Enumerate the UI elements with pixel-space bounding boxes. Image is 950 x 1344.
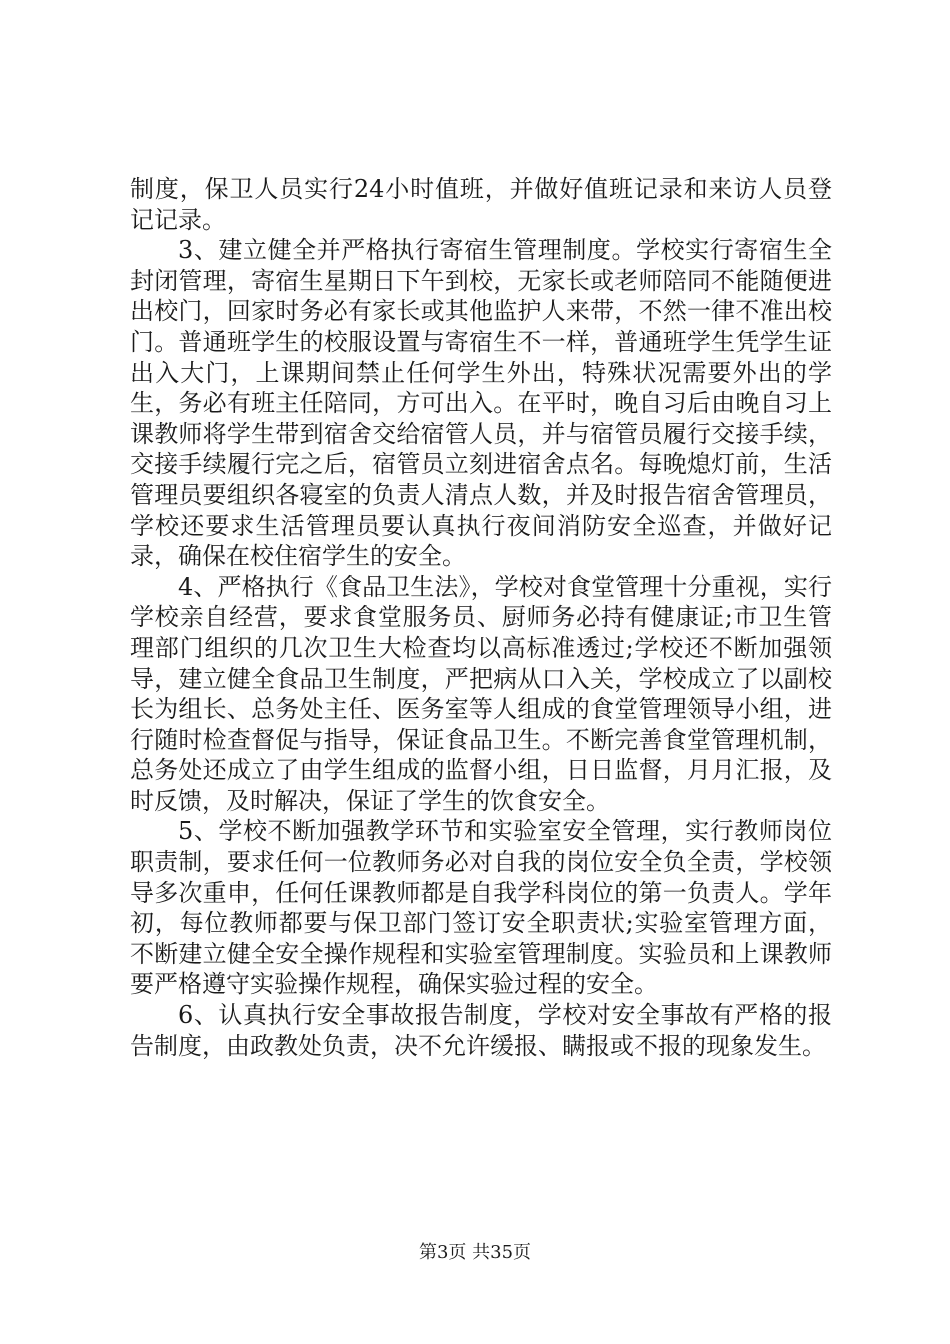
page-number-label: 第3页 共35页 <box>418 1242 532 1263</box>
paragraph-item-5: 5、学校不断加强教学环节和实验室安全管理，实行教师岗位职责制，要求任何一位教师务必对自我的岗位安全负全责，学校领导多次重申，任何任课教师都是自我学科岗位的第一负责人。学年初，每位教师都要与保卫部门签订安全职责状;实验室管理方面，不断建立健全安全操作规程和实验室管理制度。实验员和上课教师要严格遵守实验操作规程，确保实验过程的安全。 <box>130 817 832 999</box>
paragraph-item-4: 4、严格执行《食品卫生法》，学校对食堂管理十分重视，实行学校亲自经营，要求食堂服务员、厨师务必持有健康证;市卫生管理部门组织的几次卫生大检查均以高标准透过;学校还不断加强领导，建立健全食品卫生制度，严把病从口入关，学校成立了以副校长为组长、总务处主任、医务室等人组成的食堂管理领导小组，进行随时检查督促与指导，保证食品卫生。不断完善食堂管理机制，总务处还成立了由学生组成的监督小组，日日监督，月月汇报，及时反馈，及时解决，保证了学生的饮食安全。 <box>130 572 832 815</box>
paragraph-item-3: 3、建立健全并严格执行寄宿生管理制度。学校实行寄宿生全封闭管理，寄宿生星期日下午到校，无家长或老师陪同不能随便进出校门，回家时务必有家长或其他监护人来带，不然一律不准出校门。普通班学生的校服设置与寄宿生不一样，普通班学生凭学生证出入大门，上课期间禁止任何学生外出，特殊状况需要外出的学生，务必有班主任陪同，方可出入。在平时，晚自习后由晚自习上课教师将学生带到宿舍交给宿管人员，并与宿管员履行交接手续，交接手续履行完之后，宿管员立刻进宿舍点名。每晚熄灯前，生活管理员要组织各寝室的负责人清点人数，并及时报告宿舍管理员，学校还要求生活管理员要认真执行夜间消防安全巡查，并做好记录，确保在校住宿学生的安全。 <box>130 236 832 571</box>
page-footer <box>0 1241 950 1265</box>
paragraph-continuation: 制度，保卫人员实行24小时值班，并做好值班记录和来访人员登记记录。 <box>130 175 832 234</box>
paragraph-item-6: 6、认真执行安全事故报告制度，学校对安全事故有严格的报告制度，由政教处负责，决不允许缓报、瞒报或不报的现象发生。 <box>130 1001 832 1060</box>
document-body <box>130 174 832 1061</box>
